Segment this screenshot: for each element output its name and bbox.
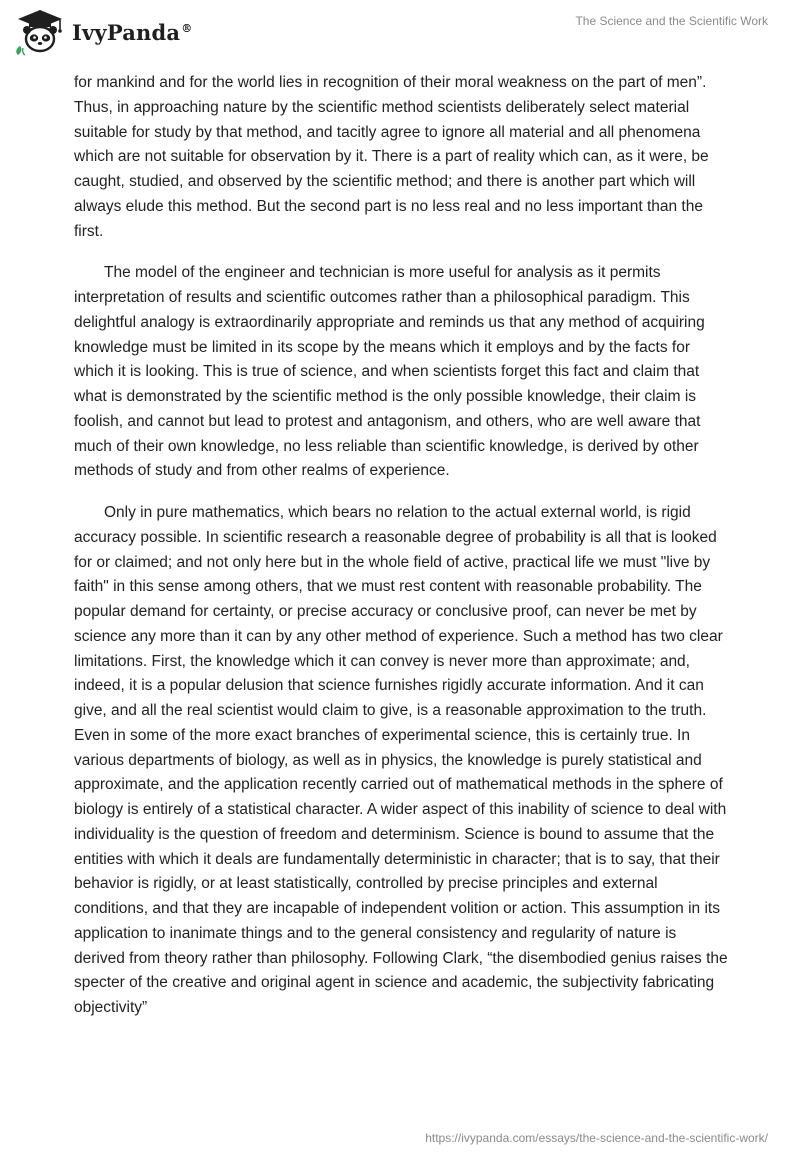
paragraph: for mankind and for the world lies in recognition of their moral weakness on the part of men”. Thus, in approaching nature by the scientific method scientists deliberately select material suitable for study by that method, and tacitly agree to ignore all material and all phenomena which are not suitable for observation by it. There is a part of reality which can, as it were, be caught, studied, and observed by the scientific method; and there is another part which will always elude this method. But the second part is no less real and no less important than the first. — [74, 74, 709, 240]
logo-wordmark: IvyPanda® — [72, 19, 193, 45]
paragraph: Only in pure mathematics, which bears no relation to the actual external world, is rigid accuracy possible. In scientific research a reasonable degree of probability is all that is looked for or claimed; and not only here but in the whole field of active, practical life we must "live by faith" in this sense among others, that we must rest content with reasonable probability. The popular demand for certainty, or precise accuracy or conclusive proof, can never be met by science any more than it can by any other method of experience. Such a method has two clear limitations. First, the knowledge which it can convey is never more than approximate; and, indeed, it is a popular delusion that science furnishes rigidly accurate information. And it can give, and all the real scientist would claim to give, is a reasonable approximation to the truth. Even in some of the more exact branches of experimental science, this is certainly true. In various departments of biology, as well as in physics, the knowledge is purely statistical and approximate, and the application recently carried out of mathematical methods in the sphere of biology is entirely of a statistical character. A wider aspect of this inability of science to deal with individuality is the question of freedom and determinism. Science is bound to assume that the entities with which it deals are fundamentally deterministic in character; that is to say, that their behavior is rigidly, or at least statistically, controlled by precise principles and external conditions, and that they are incapable of independent volition or action. This assumption in its application to inanimate things and to the general consistency and regularity of nature is derived from theory rather than philosophy. Following Clark, “the disembodied genius raises the specter of the creative and original agent in science and academic, the subjectivity fabricating objectivity” — [74, 504, 728, 1016]
ivypanda-logo[interactable] — [14, 8, 192, 56]
page-header — [0, 0, 800, 70]
panda-graduate-icon — [14, 8, 66, 56]
document-body — [74, 71, 730, 1038]
source-url[interactable]: https://ivypanda.com/essays/the-science-and-the-scientific-work/ — [425, 1131, 768, 1145]
document-title: The Science and the Scientific Work — [575, 14, 768, 28]
paragraph: The model of the engineer and technician is more useful for analysis as it permits interpretation of results and scientific outcomes rather than a philosophical paradigm. This delightful analogy is extraordinarily appropriate and reminds us that any method of acquiring knowledge must be limited in its scope by the means which it employs and by the facts for which it is looking. This is true of science, and when scientists forget this fact and claim that what is demonstrated by the scientific method is the only possible knowledge, their claim is foolish, and cannot but lead to protest and antagonism, and others, who are well aware that much of their own knowledge, no less reliable than scientific knowledge, is derived by other methods of study and from other realms of experience. — [74, 264, 705, 480]
